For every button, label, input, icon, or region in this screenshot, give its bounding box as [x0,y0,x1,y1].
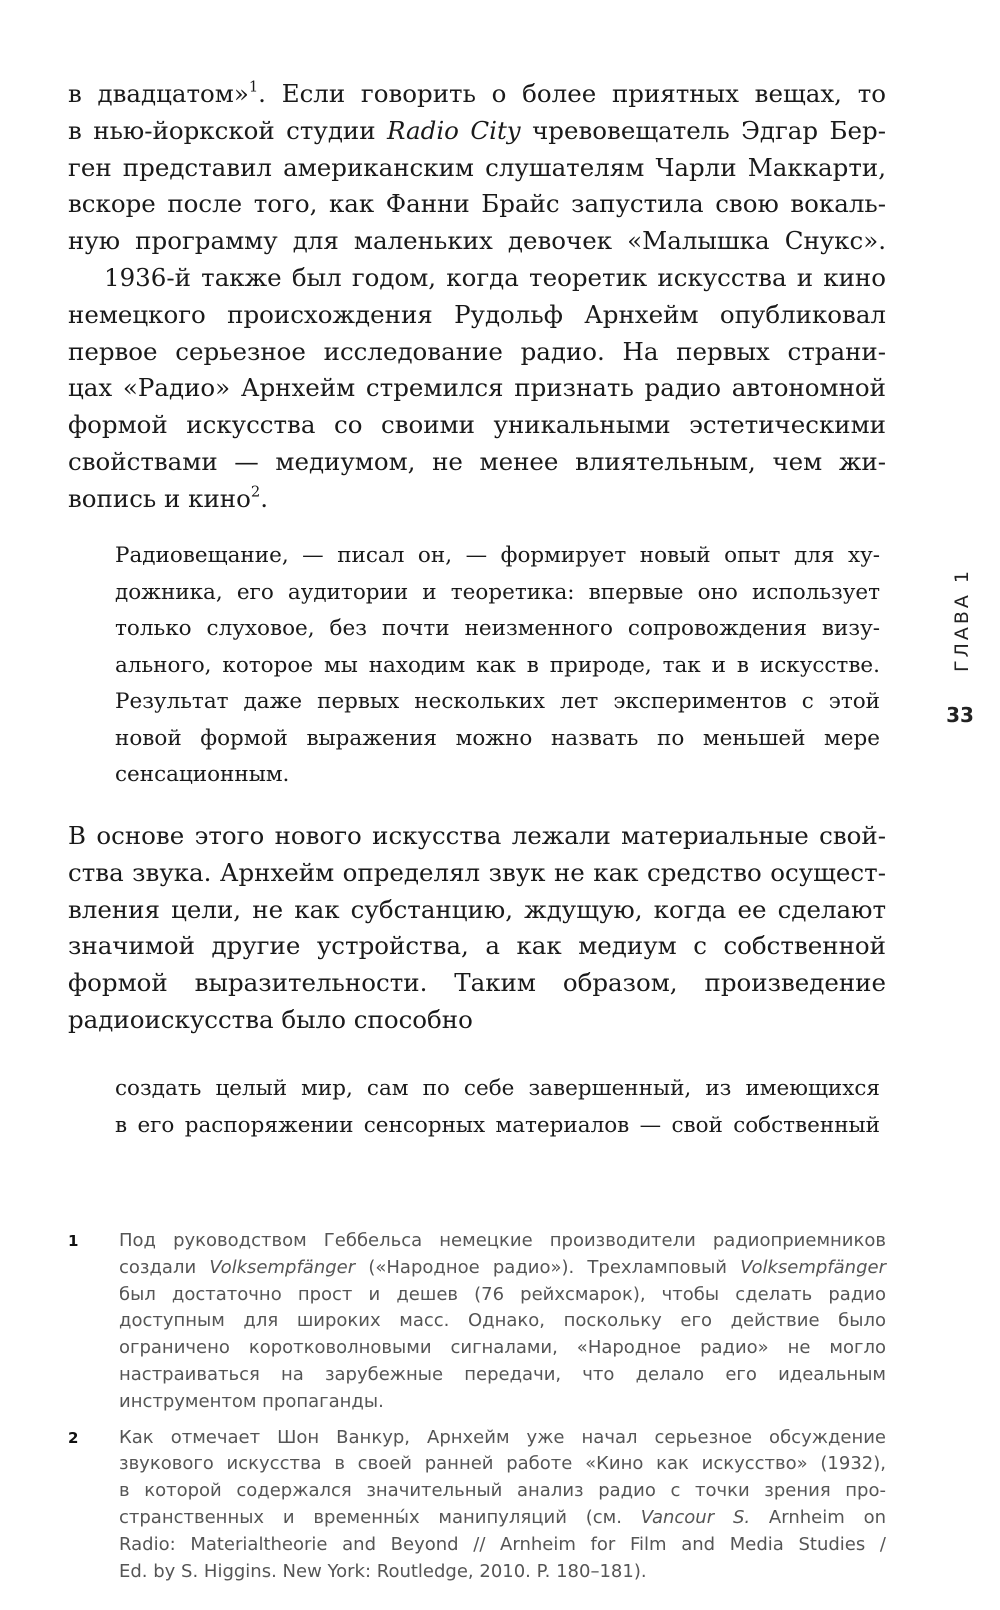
footnote-line: доступным для широких масс. Однако, поскольку его действие было [119,1310,886,1332]
paragraph-1-line [68,113,886,150]
paragraph-2-line: формой искусства со своими уникальными эстетическими [68,410,886,440]
text-run: . Если говорить о более приятных вещах, то [258,79,886,108]
paragraph-3 [68,818,886,1039]
quote-line: Результат даже первых нескольких лет экспериментов с этой [115,689,880,714]
footnote-1 [68,1228,886,1416]
italic-text: Volksempfänger [740,1256,886,1278]
paragraph-2-line: первое серьезное исследование радио. На первых страни- [68,336,886,366]
paragraph-2-line: 1936-й также был годом, когда теоретик искусства и кино [104,263,886,292]
italic-text: Vancour S. [640,1506,751,1528]
footnote-ref-2[interactable]: 2 [250,483,261,501]
quote-line: только слуховое, без почти неизменного сопровождения визу- [115,616,880,641]
paragraph-2-line: цах «Радио» Арнхейм стремился признать радио автономной [68,373,886,403]
paragraph-1-line: ную программу для маленьких девочек «Малышка Снукс». [68,226,886,256]
quote-line: в его распоряжении сенсорных материалов — свой собственный [115,1112,880,1138]
text-run: вопись и кино [68,483,251,513]
quote-line: сенсационным. [115,762,290,787]
quote-line: создать целый мир, сам по себе завершенный, из имеющихся [115,1076,880,1101]
text-run: в нью-йоркской студии [68,115,388,145]
footnote-line: инструментом пропаганды. [119,1390,384,1412]
italic-text: Volksempfänger [209,1256,356,1278]
footnote-line [119,1505,886,1532]
footnote-line: Как отмечает Шон Ванкур, Арнхейм уже начал серьезное обсуждение [119,1426,886,1448]
chapter-label-text: ГЛАВА 1 [951,567,973,673]
footnote-line: Radio: Materialtheorie and Beyond // Arnheim for Film and Media Studies / [119,1533,886,1555]
footnote-line: звукового искусства в своей ранней работе «Кино как искусство» (1932), [119,1453,886,1475]
paragraph-1-line: вскоре после того, как Фанни Брайс запустила свою вокаль- [68,189,886,219]
footnote-number: 1 [68,1232,79,1250]
paragraph-2-line: немецкого происхождения Рудольф Арнхейм опубликовал [68,299,886,329]
text-run: («Народное радио»). Трехламповый [355,1256,741,1278]
footnote-2 [68,1425,886,1586]
paragraph-1-line [68,76,886,113]
paragraph-2 [68,260,886,518]
footnote-line: ограничено коротковолновыми сигналами, «Народное радио» не могло [119,1337,886,1359]
paragraph-1 [68,76,886,260]
footnote-line: был достаточно прост и дешев (76 рейхсмарок), чтобы сделать радио [119,1283,886,1305]
text-run: в двадцатом» [68,79,249,108]
text-run: странственных и временны́х манипуляций (см. [119,1506,641,1528]
text-run: . [260,483,269,513]
footnote-line: Ed. by S. Higgins. New York: Routledge, 2010. P. 180–181). [119,1560,647,1582]
paragraph-2-line: свойствами — медиумом, не менее влиятельным, чем жи- [68,446,886,476]
footnote-text [119,1228,886,1416]
footnotes [68,1228,886,1594]
quote-line: ального, которое мы находим как в природе, так и в искусстве. [115,652,880,678]
quote-line: дожника, его аудитории и теоретика: впервые оно использует [115,579,880,605]
footnote-line [119,1255,886,1282]
block-quote-2 [115,1071,880,1144]
footnote-line: настраиваться на зарубежные передачи, что делало его идеальным [119,1363,886,1385]
text-run: чревовещатель Эдгар Бер- [520,115,886,145]
quote-line: Радиовещание, — писал он, — формирует новый опыт для ху- [115,543,880,568]
paragraph-3-line: радиоискусства было способно [68,1004,473,1034]
italic-text: Radio City [387,115,521,145]
text-run: Arnheim on [750,1506,886,1528]
block-quote-1 [115,538,880,794]
page-number: 33 [946,703,974,727]
footnote-line: Под руководством Геббельса немецкие производители радиоприемников [119,1230,886,1251]
text-run: создали [119,1256,210,1278]
paragraph-3-line: ства звука. Арнхейм определял звук не как средство осущест- [68,857,886,887]
paragraph-3-line: формой выразительности. Таким образом, произведение [68,968,886,998]
paragraph-3-line: вления цели, не как субстанцию, ждущую, когда ее сделают [68,894,886,924]
chapter-label [942,560,982,680]
footnote-line: в которой содержался значительный анализ радио с точки зрения про- [119,1480,886,1502]
footnote-number: 2 [68,1428,79,1447]
paragraph-3-line: В основе этого нового искусства лежали материальные свой- [68,821,886,850]
paragraph-3-line: значимой другие устройства, а как медиум с собственной [68,931,886,961]
quote-line: новой формой выражения можно назвать по меньшей мере [115,725,880,751]
footnote-ref-1[interactable]: 1 [248,78,259,96]
footnote-text [119,1425,886,1586]
paragraph-2-line [68,481,886,518]
paragraph-1-line: ген представил американским слушателям Чарли Маккарти, [68,152,886,182]
